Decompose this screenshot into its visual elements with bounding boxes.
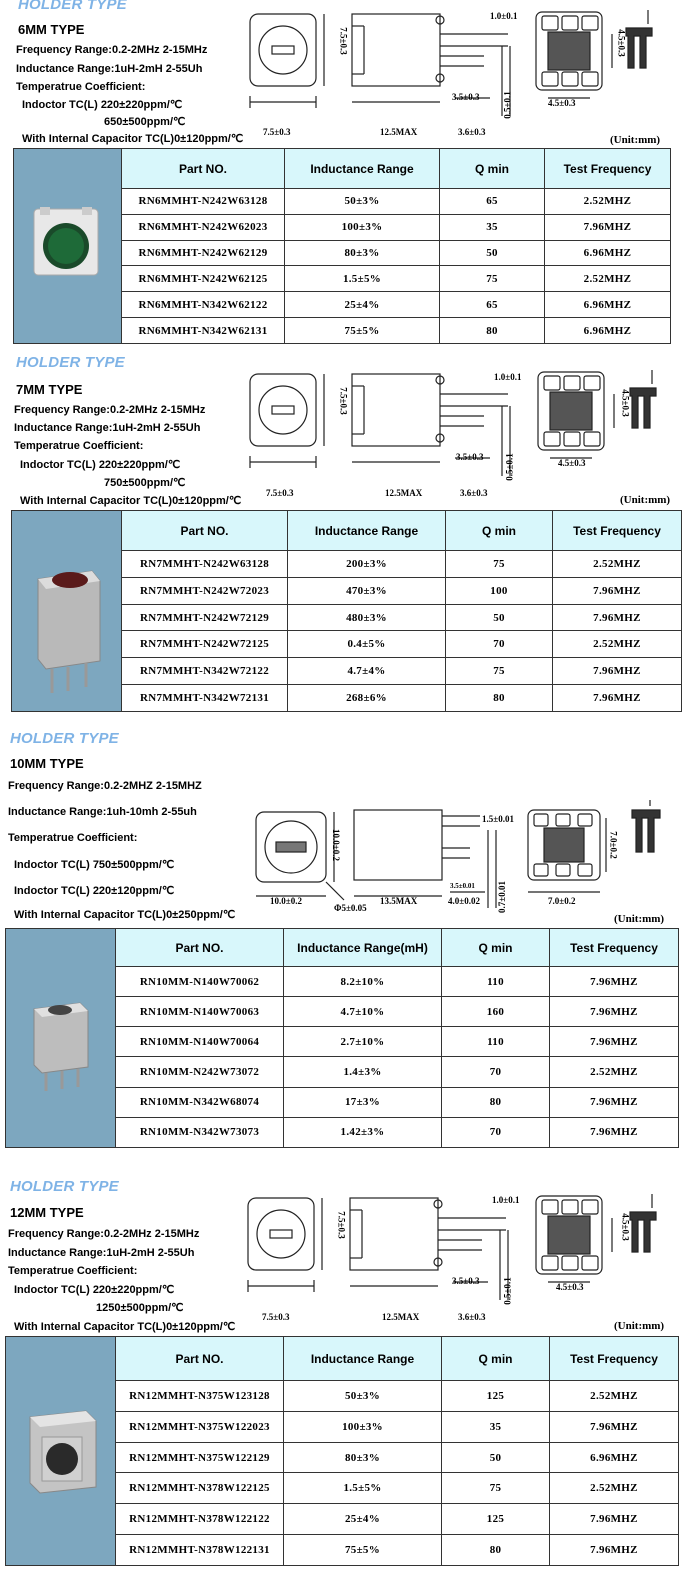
q-min: 50 [442,1442,550,1473]
inductance: 25±4% [285,292,440,318]
product-photo [12,511,122,712]
header-part-no: Part NO. [122,149,285,189]
dim-foot-a: 3.5±0.01 [450,882,475,890]
test-frequency: 6.96MHZ [545,318,671,344]
dim-length: 13.5MAX [380,896,418,906]
q-min: 70 [442,1057,550,1087]
spec-tc-capacitor: With Internal Capacitor TC(L)0±120ppm/℃ [14,1321,236,1333]
dim-foot-a: 3.5±0.3 [456,452,484,462]
spec-frequency: Frequency Range:0.2-2MHz 2-15MHz [16,44,208,56]
part-no: RN6MMHT-N242W62129 [122,240,285,266]
test-frequency: 2.52MHZ [553,631,682,658]
header-test-frequency: Test Frequency [550,929,679,967]
spec-inductance: Inductance Range:1uH-2mH 2-55Uh [8,1247,195,1259]
part-no: RN7MMHT-N342W72122 [122,658,288,685]
spec-tc-inductor: Indoctor TC(L) 220±220ppm/℃ [22,99,183,111]
dim-pin: 3.6±0.3 [458,1312,486,1322]
spec-table [5,928,679,1148]
dim-pin: 3.6±0.3 [460,488,488,498]
part-no: RN12MMHT-N375W122023 [116,1411,284,1442]
part-no: RN6MMHT-N342W62131 [122,318,285,344]
inductance: 1.4±3% [284,1057,442,1087]
spec-tc-inductor-2: 750±500ppm/℃ [104,477,186,489]
part-no: RN12MMHT-N378W122122 [116,1504,284,1535]
dim-length: 12.5MAX [382,1312,420,1322]
header-q-min: Q min [442,929,550,967]
spec-inductance: Inductance Range:1uh-10mh 2-55uh [8,806,197,818]
header-test-frequency: Test Frequency [550,1337,679,1381]
spec-tc-inductor: Indoctor TC(L) 220±220ppm/℃ [20,459,181,471]
inductance: 480±3% [288,604,446,631]
part-no: RN6MMHT-N342W62122 [122,292,285,318]
dimension-drawing [240,366,690,498]
inductance: 80±3% [285,240,440,266]
dim-top: 1.0±0.1 [490,11,518,21]
q-min: 160 [442,997,550,1027]
dim-top: 1.0±0.1 [492,1195,520,1205]
product-photo [14,149,122,344]
inductance: 17±3% [284,1087,442,1117]
spec-tc-inductor-2: 1250±500ppm/℃ [96,1302,184,1314]
spec-frequency: Frequency Range:0.2-2MHz 2-15MHz [14,404,206,416]
spec-tc-inductor: Indoctor TC(L) 220±220ppm/℃ [14,1284,175,1296]
type-title: 12MM TYPE [10,1205,84,1220]
test-frequency: 6.96MHZ [545,292,671,318]
spec-temperature: Temperatrue Coefficient: [8,832,138,844]
dimension-drawing [240,6,690,138]
inductance: 1.42±3% [284,1117,442,1147]
header-q-min: Q min [446,511,553,551]
part-no: RN6MMHT-N242W62125 [122,266,285,292]
part-no: RN12MMHT-N378W122125 [116,1473,284,1504]
inductance: 100±3% [284,1411,442,1442]
test-frequency: 2.52MHZ [553,551,682,578]
part-no: RN10MM-N242W73072 [116,1057,284,1087]
unit-label: (Unit:mm) [610,134,661,146]
part-no: RN10MM-N140W70062 [116,967,284,997]
part-no: RN7MMHT-N242W72129 [122,604,288,631]
holder-type-label: HOLDER TYPE [10,1178,119,1195]
section-7mm [0,352,700,717]
product-photo [6,1337,116,1566]
holder-type-label: HOLDER TYPE [10,730,119,747]
q-min: 75 [442,1473,550,1504]
dim-width: 7.5±0.3 [266,488,294,498]
q-min: 65 [440,292,545,318]
header-inductance: Inductance Range [284,1337,442,1381]
q-min: 75 [446,551,553,578]
dim-side-b: 4.5±0.3 [616,29,627,57]
q-min: 65 [440,189,545,215]
test-frequency: 7.96MHZ [550,967,679,997]
test-frequency: 2.52MHZ [550,1381,679,1412]
dim-side-b: 4.5±0.3 [620,1213,631,1241]
inductance: 470±3% [288,577,446,604]
dim-bottom-a: 4.5±0.3 [558,458,586,468]
test-frequency: 7.96MHZ [553,604,682,631]
test-frequency: 7.96MHZ [553,577,682,604]
header-test-frequency: Test Frequency [553,511,682,551]
section-10mm [0,730,700,1170]
header-part-no: Part NO. [116,1337,284,1381]
spec-temperature: Temperatrue Coefficient: [8,1265,138,1277]
inductance: 25±4% [284,1504,442,1535]
header-inductance: Inductance Range [285,149,440,189]
dim-pin: 3.6±0.3 [458,127,486,137]
dim-side-a: 7.5±0.3 [338,27,349,55]
inductance: 1.5±5% [285,266,440,292]
part-no: RN7MMHT-N242W63128 [122,551,288,578]
inductance: 2.7±10% [284,1027,442,1057]
inductance: 1.5±5% [284,1473,442,1504]
inductance: 4.7±4% [288,658,446,685]
test-frequency: 2.52MHZ [545,266,671,292]
test-frequency: 7.96MHZ [550,1535,679,1566]
q-min: 75 [440,266,545,292]
inductance: 50±3% [285,189,440,215]
spec-temperature: Temperatrue Coefficient: [16,81,146,93]
test-frequency: 2.52MHZ [545,189,671,215]
q-min: 125 [442,1504,550,1535]
header-inductance: Inductance Range(mH) [284,929,442,967]
part-no: RN7MMHT-N242W72023 [122,577,288,604]
q-min: 75 [446,658,553,685]
q-min: 35 [442,1411,550,1442]
dim-length: 12.5MAX [385,488,423,498]
header-test-frequency: Test Frequency [545,149,671,189]
q-min: 110 [442,967,550,997]
part-no: RN10MM-N140W70064 [116,1027,284,1057]
dim-top: 1.0±0.1 [494,372,522,382]
spec-frequency: Frequency Range:0.2-2MHZ 2-15MHZ [8,780,202,792]
dim-side-b: 7.0±0.2 [608,831,619,859]
test-frequency: 7.96MHZ [550,997,679,1027]
q-min: 80 [442,1535,550,1566]
product-photo [6,929,116,1148]
spec-inductance: Inductance Range:1uH-2mH 2-55Uh [14,422,201,434]
dim-length: 12.5MAX [380,127,418,137]
header-part-no: Part NO. [116,929,284,967]
dim-pin: 4.0±0.02 [448,896,480,906]
part-no: RN7MMHT-N342W72131 [122,685,288,712]
dim-width: 10.0±0.2 [270,896,302,906]
header-q-min: Q min [440,149,545,189]
part-no: RN10MM-N342W73073 [116,1117,284,1147]
spec-tc-capacitor: With Internal Capacitor TC(L)0±120ppm/℃ [20,495,242,507]
part-no: RN6MMHT-N242W63128 [122,189,285,215]
spec-tc-inductor-2: 650±500ppm/℃ [104,116,186,128]
spec-inductance: Inductance Range:1uH-2mH 2-55Uh [16,63,203,75]
test-frequency: 7.96MHZ [550,1117,679,1147]
spec-tc-capacitor: With Internal Capacitor TC(L)0±250ppm/℃ [14,909,236,921]
part-no: RN10MM-N342W68074 [116,1087,284,1117]
dim-bottom-a: 4.5±0.3 [556,1282,584,1292]
inductance: 100±3% [285,214,440,240]
dim-side-b: 4.5±0.3 [620,389,631,417]
q-min: 100 [446,577,553,604]
inductance: 50±3% [284,1381,442,1412]
section-12mm [0,1178,700,1595]
dim-top: 1.5±0.01 [482,814,514,824]
test-frequency: 7.96MHZ [553,685,682,712]
test-frequency: 7.96MHZ [545,214,671,240]
spec-table [13,148,671,344]
type-title: 6MM TYPE [18,22,85,37]
unit-label: (Unit:mm) [620,494,671,506]
spec-table [11,510,682,712]
type-title: 10MM TYPE [10,756,84,771]
q-min: 80 [440,318,545,344]
unit-label: (Unit:mm) [614,913,665,925]
spec-temperature: Temperatrue Coefficient: [14,440,144,452]
q-min: 110 [442,1027,550,1057]
inductance: 75±5% [284,1535,442,1566]
test-frequency: 6.96MHZ [550,1442,679,1473]
dim-side-a: 10.0±0.2 [330,829,341,861]
inductance: 80±3% [284,1442,442,1473]
inductance: 4.7±10% [284,997,442,1027]
spec-tc-inductor-2: Indoctor TC(L) 220±120ppm/℃ [14,885,175,897]
test-frequency: 7.96MHZ [550,1411,679,1442]
q-min: 35 [440,214,545,240]
spec-frequency: Frequency Range:0.2-2MHz 2-15MHz [8,1228,200,1240]
dim-foot-a: 3.5±0.3 [452,92,480,102]
test-frequency: 7.96MHZ [550,1504,679,1535]
part-no: RN10MM-N140W70063 [116,997,284,1027]
type-title: 7MM TYPE [16,382,83,397]
inductance: 8.2±10% [284,967,442,997]
dim-foot-b: 0.5±0.1 [502,91,513,119]
spec-tc-inductor: Indoctor TC(L) 750±500ppm/℃ [14,859,175,871]
dim-width: 7.5±0.3 [262,1312,290,1322]
test-frequency: 2.52MHZ [550,1057,679,1087]
part-no: RN12MMHT-N375W123128 [116,1381,284,1412]
test-frequency: 6.96MHZ [545,240,671,266]
spec-tc-capacitor: With Internal Capacitor TC(L)0±120ppm/℃ [22,133,244,145]
header-inductance: Inductance Range [288,511,446,551]
inductance: 0.4±5% [288,631,446,658]
dim-hole: Φ5±0.05 [334,903,367,913]
test-frequency: 2.52MHZ [550,1473,679,1504]
part-no: RN12MMHT-N378W122131 [116,1535,284,1566]
dim-foot-b: 0.5±0.1 [502,1277,513,1305]
spec-table [5,1336,679,1566]
test-frequency: 7.96MHZ [553,658,682,685]
part-no: RN12MMHT-N375W122129 [116,1442,284,1473]
q-min: 70 [442,1117,550,1147]
holder-type-label: HOLDER TYPE [18,0,127,13]
q-min: 70 [446,631,553,658]
q-min: 50 [446,604,553,631]
dim-foot-b: 0.7±0.01 [496,881,507,913]
dim-foot-b: 0.5±0.1 [504,453,515,481]
inductance: 268±6% [288,685,446,712]
q-min: 50 [440,240,545,266]
part-no: RN7MMHT-N242W72125 [122,631,288,658]
dim-foot-a: 3.5±0.3 [452,1276,480,1286]
dimension-drawing [238,1190,688,1322]
inductance: 200±3% [288,551,446,578]
q-min: 80 [442,1087,550,1117]
dim-bottom-a: 7.0±0.2 [548,896,576,906]
part-no: RN6MMHT-N242W62023 [122,214,285,240]
q-min: 125 [442,1381,550,1412]
test-frequency: 7.96MHZ [550,1087,679,1117]
inductance: 75±5% [285,318,440,344]
dim-bottom-a: 4.5±0.3 [548,98,576,108]
header-part-no: Part NO. [122,511,288,551]
dim-side-a: 7.5±0.3 [338,387,349,415]
test-frequency: 7.96MHZ [550,1027,679,1057]
dim-width: 7.5±0.3 [263,127,291,137]
holder-type-label: HOLDER TYPE [16,354,125,371]
dim-side-a: 7.5±0.3 [336,1211,347,1239]
unit-label: (Unit:mm) [614,1320,665,1332]
section-6mm [0,0,700,350]
header-q-min: Q min [442,1337,550,1381]
q-min: 80 [446,685,553,712]
